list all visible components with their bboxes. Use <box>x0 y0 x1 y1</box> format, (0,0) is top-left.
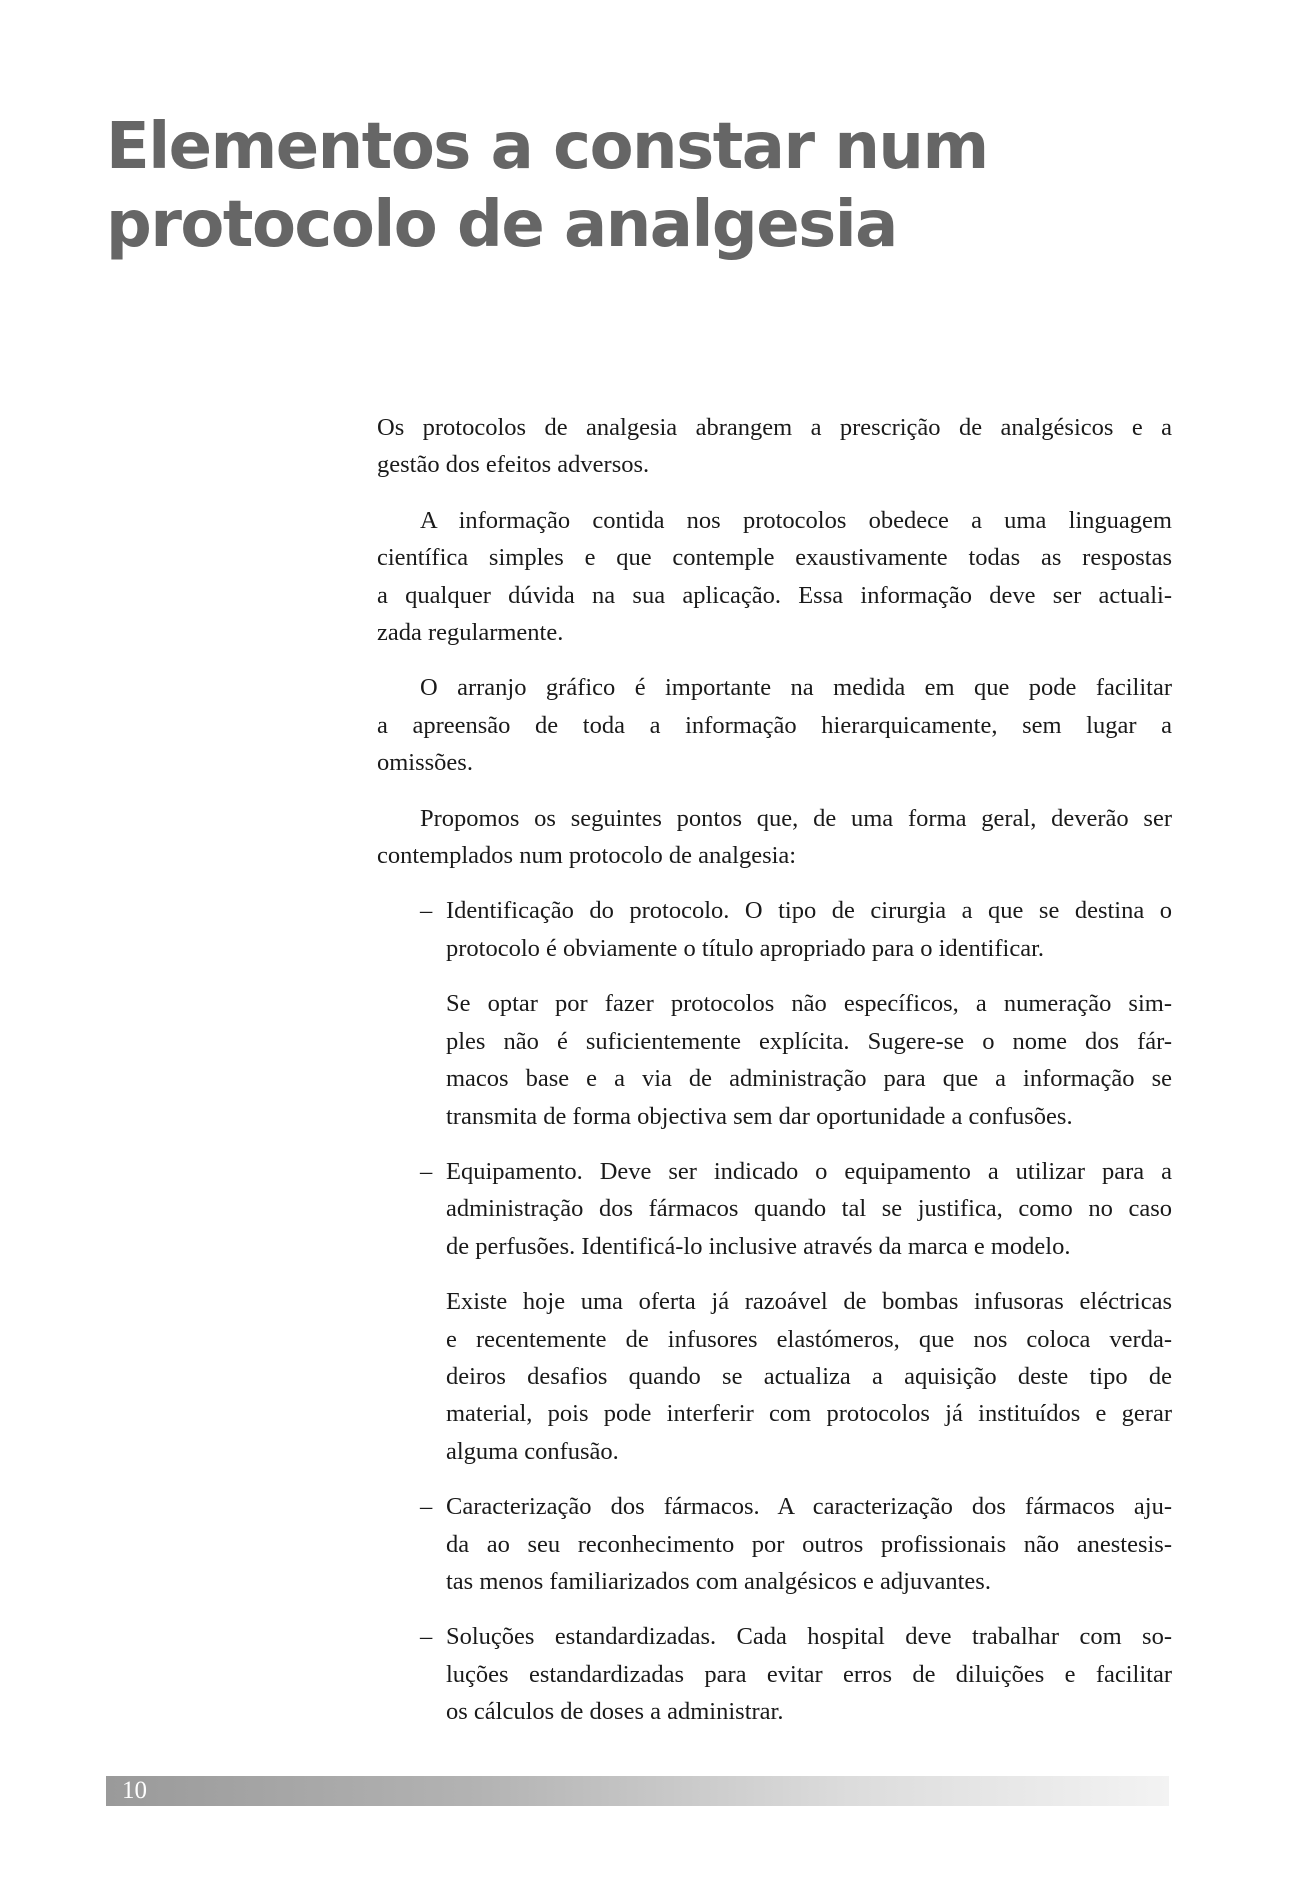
text-line: zada regularmente. <box>377 619 564 647</box>
text-line: da ao seu reconhecimento por outros profissionais não anestesis- <box>446 1530 1172 1558</box>
text-line: de perfusões. Identificá-lo inclusive através da marca e modelo. <box>446 1232 1071 1260</box>
list-item-equipment <box>377 1153 1172 1265</box>
text-line: omissões. <box>377 749 473 777</box>
footer-bar <box>106 1776 1169 1806</box>
text-line: gestão dos efeitos adversos. <box>377 451 650 479</box>
text-line: luções estandardizadas para evitar erros de diluições e facilitar <box>446 1660 1172 1688</box>
text-line: administração dos fármacos quando tal se justifica, como no caso <box>446 1195 1172 1223</box>
text-line: material, pois pode interferir com protocolos já instituídos e gerar <box>446 1400 1172 1428</box>
dash-bullet-icon: – <box>420 1623 433 1651</box>
text-line: contemplados num protocolo de analgesia: <box>377 842 797 870</box>
page-number: 10 <box>122 1777 147 1804</box>
text-line: alguma confusão. <box>446 1437 619 1465</box>
page-title <box>106 108 1006 264</box>
text-line: ples não é suficientemente explícita. Sugere-se o nome dos fár- <box>446 1027 1172 1055</box>
text-line: a apreensão de toda a informação hierarquicamente, sem lugar a <box>377 711 1172 739</box>
dash-bullet-icon: – <box>420 897 433 925</box>
text-line: transmita de forma objectiva sem dar oportunidade a confusões. <box>446 1102 1073 1130</box>
paragraph-proposal <box>377 800 1172 875</box>
text-line: Caracterização dos fármacos. A caracterização dos fármacos aju- <box>446 1493 1172 1521</box>
text-line: O arranjo gráfico é importante na medida em que pode facilitar <box>420 674 1172 702</box>
text-line: tas menos familiarizados com analgésicos e adjuvantes. <box>446 1567 991 1595</box>
text-line: Soluções estandardizadas. Cada hospital deve trabalhar com so- <box>446 1623 1172 1651</box>
list-item-equipment-detail <box>377 1283 1172 1470</box>
paragraph-intro <box>377 409 1172 484</box>
paragraph-layout <box>377 669 1172 781</box>
list-item-identification-detail <box>377 985 1172 1135</box>
dash-bullet-icon: – <box>420 1157 433 1185</box>
dash-bullet-icon: – <box>420 1493 433 1521</box>
text-line: os cálculos de doses a administrar. <box>446 1698 784 1726</box>
text-line: A informação contida nos protocolos obedece a uma linguagem <box>420 506 1172 534</box>
list-item-drug-characterization <box>377 1488 1172 1600</box>
text-line: Equipamento. Deve ser indicado o equipamento a utilizar para a <box>446 1157 1172 1185</box>
text-line: científica simples e que contemple exaustivamente todas as respostas <box>377 544 1172 572</box>
text-line: macos base e a via de administração para que a informação se <box>446 1065 1172 1093</box>
list-item-standardized-solutions <box>377 1618 1172 1730</box>
text-line: Os protocolos de analgesia abrangem a prescrição de analgésicos e a <box>377 414 1172 441</box>
text-line: Propomos os seguintes pontos que, de uma forma geral, deverão ser <box>420 804 1172 832</box>
page-title-line: protocolo de analgesia <box>106 188 897 262</box>
text-line: Existe hoje uma oferta já razoável de bombas infusoras eléctricas <box>446 1288 1172 1316</box>
text-line: Identificação do protocolo. O tipo de cirurgia a que se destina o <box>446 897 1172 925</box>
paragraph-information <box>377 502 1172 652</box>
text-line: e recentemente de infusores elastómeros, que nos coloca verda- <box>446 1325 1172 1353</box>
list-item-identification <box>377 892 1172 967</box>
body-text <box>377 409 1172 1749</box>
text-line: Se optar por fazer protocolos não específicos, a numeração sim- <box>446 990 1172 1018</box>
text-line: protocolo é obviamente o título apropriado para o identificar. <box>446 934 1045 962</box>
text-line: a qualquer dúvida na sua aplicação. Essa informação deve ser actuali- <box>377 581 1172 609</box>
text-line: deiros desafios quando se actualiza a aquisição deste tipo de <box>446 1362 1172 1390</box>
page-title-line: Elementos a constar num <box>106 110 988 184</box>
